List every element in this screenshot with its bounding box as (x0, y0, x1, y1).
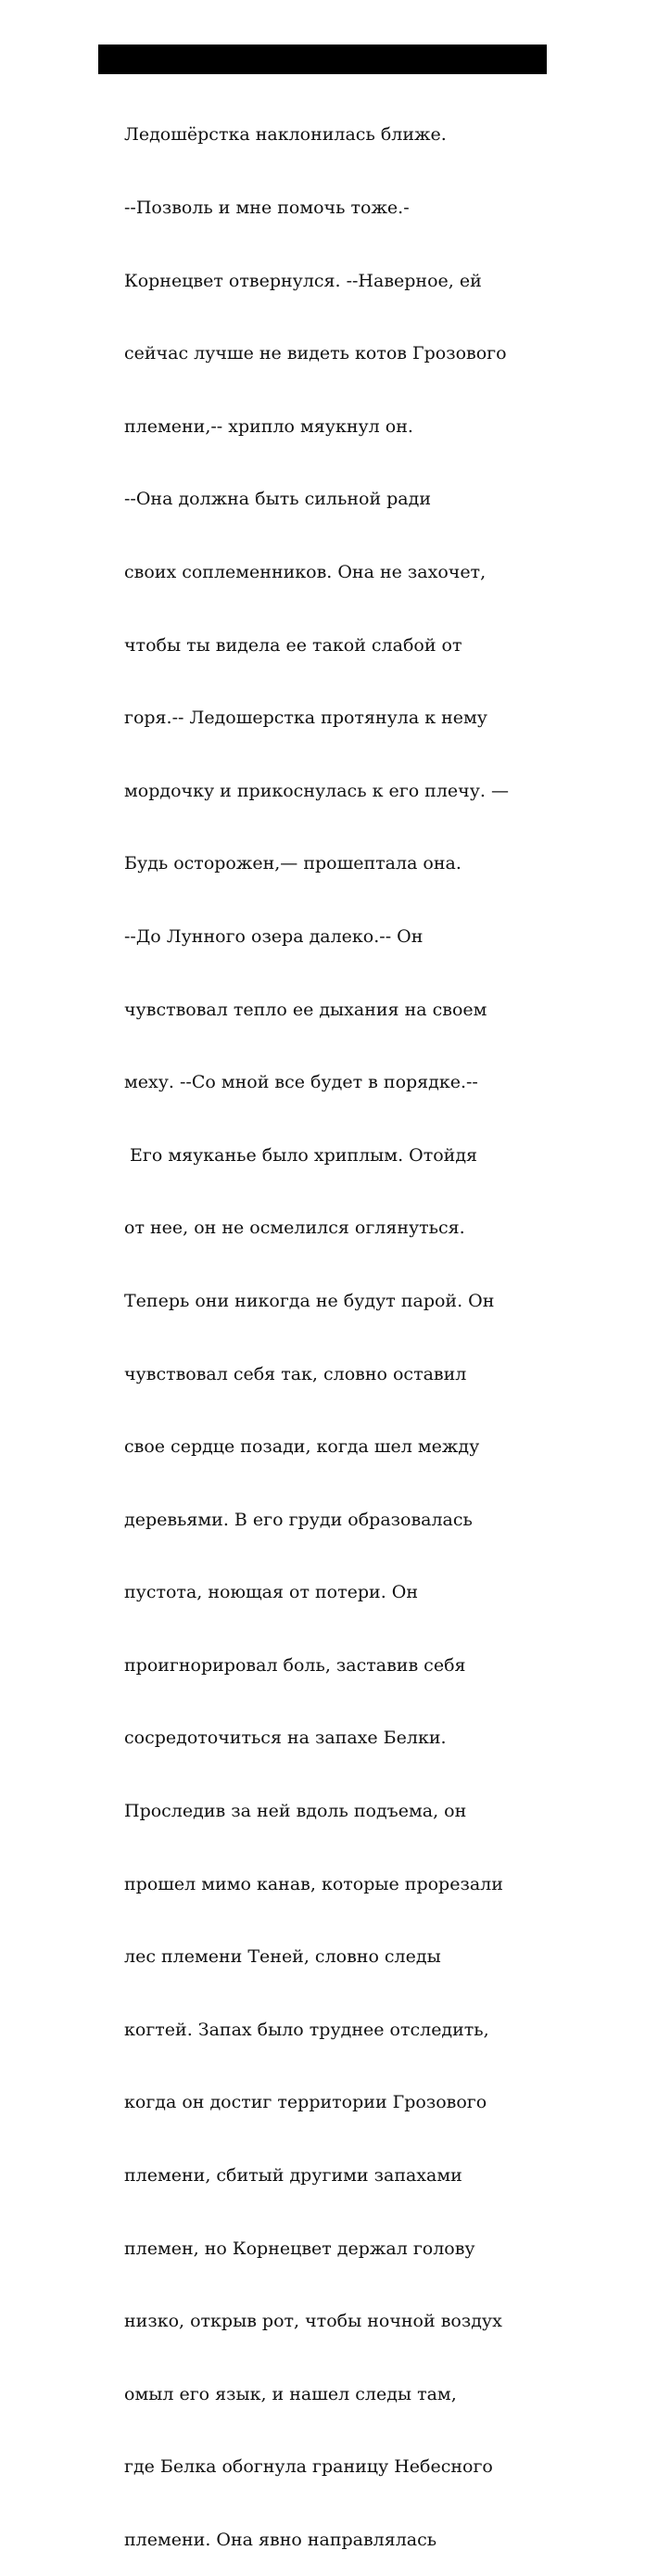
text-line: --Позволь и мне помочь тоже.- (124, 198, 410, 218)
text-line: Проследив за ней вдоль подъема, он (124, 1801, 467, 1822)
text-line: лес племени Теней, словно следы (124, 1946, 441, 1968)
text-line: мордочку и прикоснулась к его плечу. — (124, 780, 509, 801)
text-line: прошел мимо канав, которые прорезали (124, 1873, 503, 1894)
text-line: деревьями. В его груди образовалась (124, 1509, 473, 1530)
text-line: свое сердце позади, когда шел между (124, 1436, 480, 1458)
text-line: сейчас лучше не видеть котов Грозового (124, 343, 507, 364)
text-line: племен, но Корнецвет держал голову (124, 2238, 475, 2259)
text-line: Его мяуканье было хриплым. Отойдя (124, 1144, 478, 1166)
text-line: чтобы ты видела ее такой слабой от (124, 634, 462, 656)
text-line: --Она должна быть сильной ради (124, 489, 431, 510)
text-line: --До Лунного озера далеко.-- Он (124, 925, 424, 947)
text-line: своих соплеменников. Она не захочет, (124, 561, 487, 582)
text-line: когда он достиг территории Грозового (124, 2092, 487, 2113)
text-line: чувствовал тепло ее дыхания на своем (124, 999, 487, 1020)
text-line: омыл его язык, и нашел следы там, (124, 2383, 457, 2404)
text-line: где Белка обогнула границу Небесного (124, 2456, 493, 2478)
text-line: Ледошёрстка наклонилась ближе. (124, 124, 447, 146)
text-line: племени. Она явно направлялась (124, 2530, 437, 2550)
book-text (124, 74, 541, 2576)
text-line: низко, открыв рот, чтобы ночной воздух (124, 2311, 502, 2332)
text-line: проигнорировал боль, заставив себя (124, 1654, 466, 1676)
text-line: племени, сбитый другими запахами (124, 2165, 462, 2187)
text-line: горя.-- Ледошерстка протянула к нему (124, 708, 487, 729)
text-line: когтей. Запах было труднее отследить, (124, 2019, 489, 2040)
text-line: Корнецвет отвернулся. --Наверное, ей (124, 270, 482, 291)
text-line: пустота, ноющая от потери. Он (124, 1582, 419, 1603)
text-line: от нее, он не осмелился оглянуться. (124, 1218, 465, 1239)
text-line: сосредоточиться на запахе Белки. (124, 1728, 447, 1749)
text-line: Теперь они никогда не будут парой. Он (124, 1290, 495, 1311)
redaction-bar (98, 45, 547, 74)
text-line: чувствовал себя так, словно оставил (124, 1363, 467, 1384)
text-line: Будь осторожен,— прошептала она. (124, 853, 462, 874)
text-line: племени,-- хрипло мяукнул он. (124, 415, 413, 437)
text-line: меху. --Со мной все будет в порядке.-- (124, 1072, 478, 1093)
